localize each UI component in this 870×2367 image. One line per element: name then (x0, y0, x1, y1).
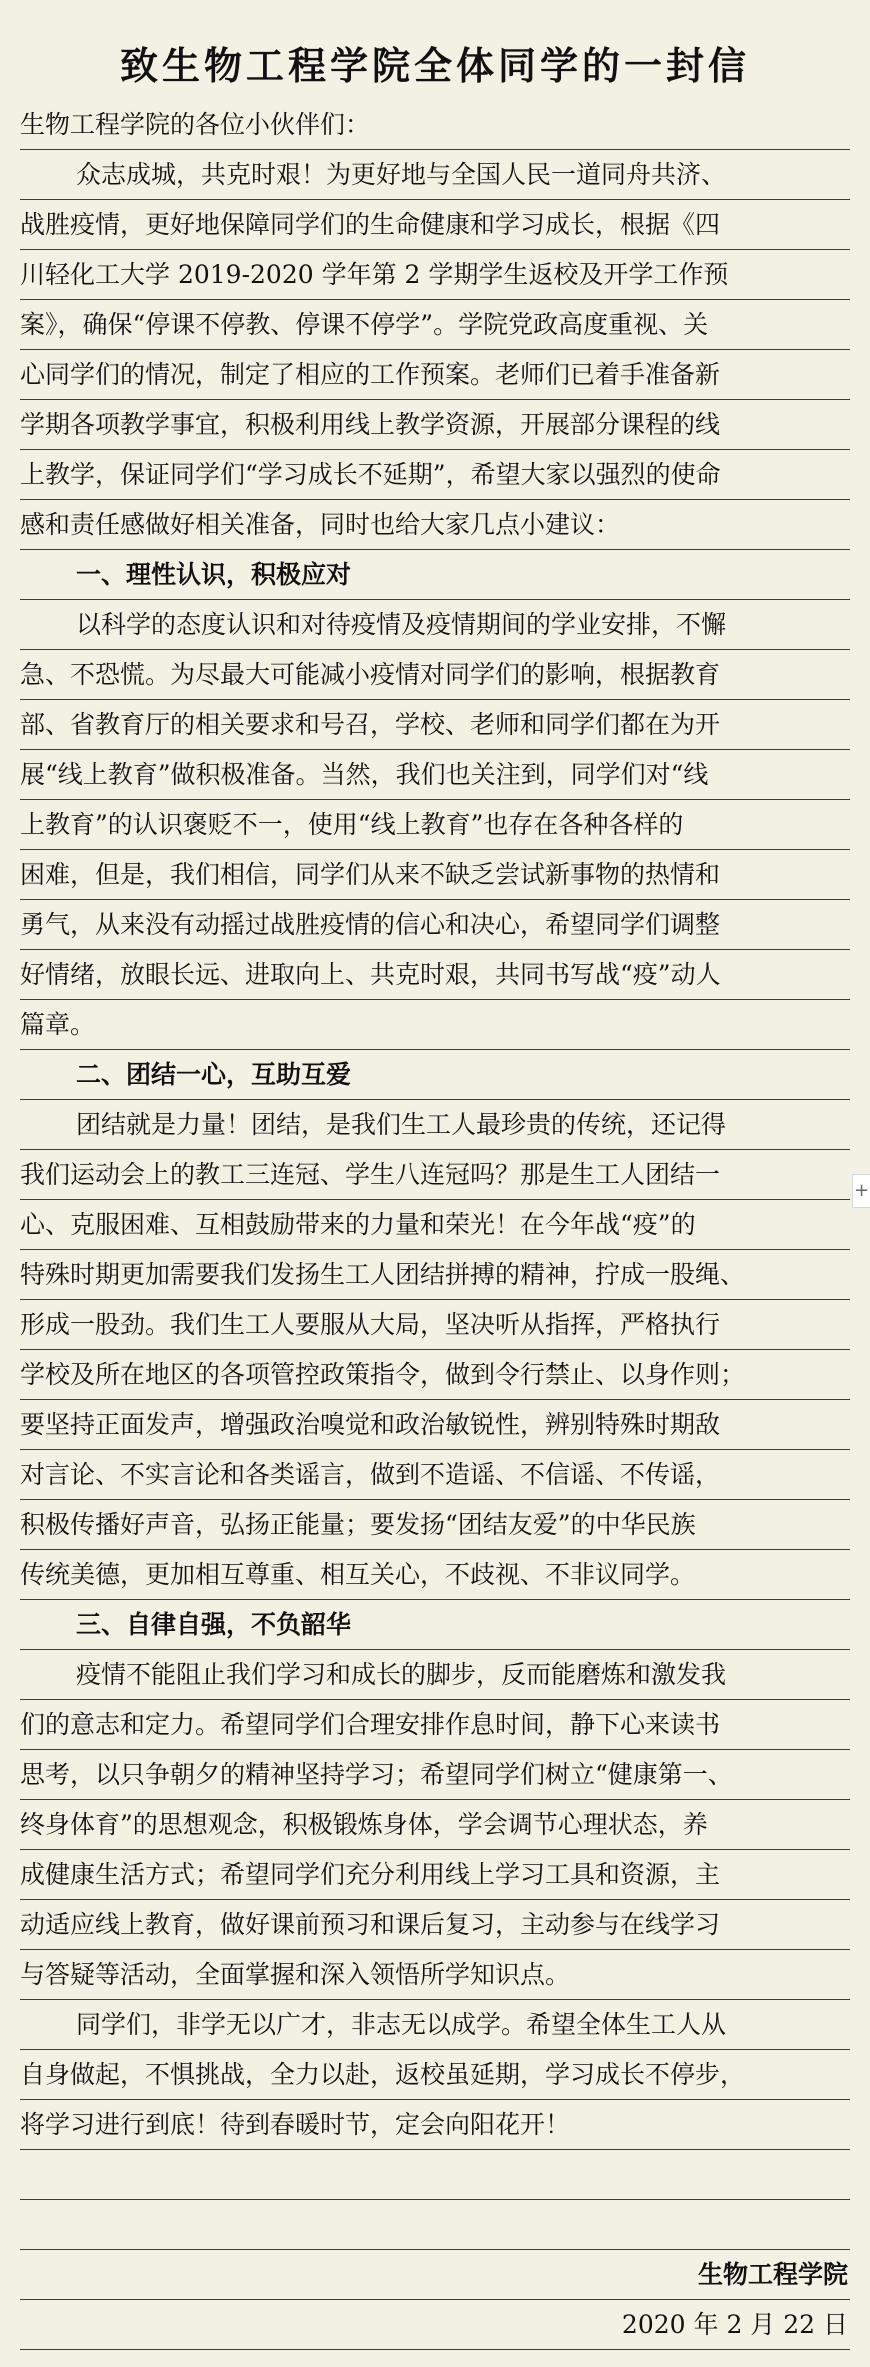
ruled-line (20, 550, 850, 600)
paragraph-line: 篇章。 (20, 1010, 96, 1039)
paragraph-line: 形成一股劲。我们生工人要服从大局，坚决听从指挥，严格执行 (20, 1310, 721, 1339)
paragraph-line: 同学们，非学无以广才，非志无以成学。希望全体生工人从 (76, 2010, 727, 2039)
ruled-line (20, 1300, 850, 1350)
ruled-line (20, 300, 850, 350)
ruled-line (20, 1950, 850, 2000)
ruled-line (20, 1700, 850, 1750)
paragraph-line: 上教育”的认识褒贬不一，使用“线上教育”也存在各种各样的 (20, 810, 684, 839)
paragraph-line: 川轻化工大学 2019-2020 学年第 2 学期学生返校及开学工作预 (20, 260, 729, 289)
ruled-line (20, 900, 850, 950)
ruled-line (20, 1150, 850, 1200)
paragraph-line: 我们运动会上的教工三连冠、学生八连冠吗？那是生工人团结一 (20, 1160, 721, 1189)
ruled-line (20, 700, 850, 750)
ruled-line (20, 150, 850, 200)
date-line: 2020 年 2 月 22 日 (621, 2310, 848, 2339)
paragraph-line: 们的意志和定力。希望同学们合理安排作息时间，静下心来读书 (20, 1710, 721, 1739)
ruled-line (20, 1050, 850, 1100)
paragraph-line: 以科学的态度认识和对待疫情及疫情期间的学业安排，不懈 (76, 610, 727, 639)
ruled-line (20, 2150, 850, 2200)
paragraph-line: 与答疑等活动，全面掌握和深入领悟所学知识点。 (20, 1960, 571, 1989)
paragraph-line: 心、克服困难、互相鼓励带来的力量和荣光！在今年战“疫”的 (20, 1210, 696, 1239)
section-heading: 二、团结一心，互助互爱 (76, 1060, 352, 1089)
ruled-line (20, 1100, 850, 1150)
paragraph-line: 困难，但是，我们相信，同学们从来不缺乏尝试新事物的热情和 (20, 860, 721, 889)
ruled-line (20, 100, 850, 150)
ruled-line (20, 350, 850, 400)
paragraph-line: 案》，确保“停课不停教、停课不停学”。学院党政高度重视、关 (20, 310, 709, 339)
ruled-line (20, 950, 850, 1000)
salutation-line: 生物工程学院的各位小伙伴们： (20, 110, 371, 139)
paragraph-line: 勇气，从来没有动摇过战胜疫情的信心和决心，希望同学们调整 (20, 910, 721, 939)
paragraph-line: 自身做起，不惧挑战，全力以赴，返校虽延期，学习成长不停步， (20, 2060, 746, 2089)
ruled-line (20, 1400, 850, 1450)
ruled-line (20, 1350, 850, 1400)
paragraph-line: 思考，以只争朝夕的精神坚持学习；希望同学们树立“健康第一、 (20, 1760, 733, 1789)
paragraph-line: 学校及所在地区的各项管控政策指令，做到令行禁止、以身作则； (20, 1360, 746, 1389)
ruled-line (20, 1750, 850, 1800)
paragraph-line: 部、省教育厅的相关要求和号召，学校、老师和同学们都在为开 (20, 710, 721, 739)
paragraph-line: 学期各项教学事宜，积极利用线上教学资源，开展部分课程的线 (20, 410, 721, 439)
paragraph-line: 心同学们的情况，制定了相应的工作预案。老师们已着手准备新 (20, 360, 721, 389)
paragraph-line: 传统美德，更加相互尊重、相互关心，不歧视、不非议同学。 (20, 1560, 696, 1589)
paragraph-line: 上教学，保证同学们“学习成长不延期”，希望大家以强烈的使命 (20, 460, 721, 489)
paragraph-line: 动适应线上教育，做好课前预习和课后复习，主动参与在线学习 (20, 1910, 721, 1939)
paragraph-line: 好情绪，放眼长远、进取向上、共克时艰，共同书写战“疫”动人 (20, 960, 721, 989)
paragraph-line: 疫情不能阻止我们学习和成长的脚步，反而能磨炼和激发我 (76, 1660, 727, 1689)
letter-title: 致生物工程学院全体同学的一封信 (119, 43, 750, 88)
signature-line: 生物工程学院 (697, 2260, 848, 2289)
ruled-line (20, 1000, 850, 1050)
ruled-line (20, 400, 850, 450)
ruled-line (20, 2050, 850, 2100)
ruled-line (20, 600, 850, 650)
ruled-line (20, 1900, 850, 1950)
ruled-line (20, 500, 850, 550)
paragraph-line: 对言论、不实言论和各类谣言，做到不造谣、不信谣、不传谣， (20, 1460, 721, 1489)
ruled-line (20, 650, 850, 700)
paragraph-line: 感和责任感做好相关准备，同时也给大家几点小建议： (20, 510, 621, 539)
ruled-line (20, 2100, 850, 2150)
paragraph-line: 众志成城，共克时艰！为更好地与全国人民一道同舟共济、 (76, 160, 727, 189)
ruled-line (20, 1250, 850, 1300)
paragraph-line: 特殊时期更加需要我们发扬生工人团结拼搏的精神，拧成一股绳、 (20, 1260, 746, 1289)
ruled-line (20, 1800, 850, 1850)
paragraph-line: 急、不恐慌。为尽最大可能减小疫情对同学们的影响，根据教育 (20, 660, 721, 689)
ruled-line (20, 850, 850, 900)
ruled-line (20, 250, 850, 300)
ruled-line (20, 1650, 850, 1700)
section-heading: 三、自律自强，不负韶华 (76, 1610, 352, 1639)
ruled-line (20, 1550, 850, 1600)
paragraph-line: 战胜疫情，更好地保障同学们的生命健康和学习成长，根据《四 (20, 210, 721, 239)
ruled-line (20, 200, 850, 250)
ruled-line (20, 1850, 850, 1900)
ruled-line (20, 2300, 850, 2350)
ruled-line (20, 800, 850, 850)
paragraph-line: 团结就是力量！团结，是我们生工人最珍贵的传统，还记得 (76, 1110, 727, 1139)
ruled-line (20, 2000, 850, 2050)
section-heading: 一、理性认识，积极应对 (76, 560, 352, 589)
ruled-line (20, 1600, 850, 1650)
ruled-line (20, 750, 850, 800)
ruled-line (20, 1200, 850, 1250)
paragraph-line: 将学习进行到底！待到春暖时节，定会向阳花开！ (20, 2110, 571, 2139)
ruled-line (20, 2250, 850, 2300)
paragraph-line: 终身体育”的思想观念，积极锻炼身体，学会调节心理状态，养 (20, 1810, 708, 1839)
paragraph-line: 积极传播好声音，弘扬正能量；要发扬“团结友爱”的中华民族 (20, 1510, 696, 1539)
paragraph-line: 展“线上教育”做积极准备。当然，我们也关注到，同学们对“线 (20, 760, 709, 789)
paragraph-line: 成健康生活方式；希望同学们充分利用线上学习工具和资源，主 (20, 1860, 721, 1889)
expand-edge-button[interactable]: + (852, 1174, 870, 1208)
paragraph-line: 要坚持正面发声，增强政治嗅觉和政治敏锐性，辨别特殊时期敌 (20, 1410, 721, 1439)
ruled-line (20, 450, 850, 500)
ruled-line (20, 1450, 850, 1500)
ruled-line (20, 2200, 850, 2250)
ruled-line (20, 1500, 850, 1550)
